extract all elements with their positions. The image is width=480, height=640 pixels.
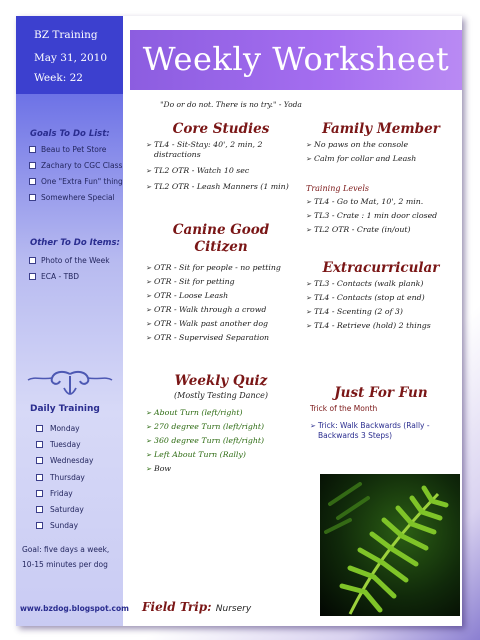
list-item: ➢ Calm for collar and Leash [306, 154, 456, 164]
checkbox[interactable] [36, 522, 43, 529]
daily-training-heading: Daily Training [30, 404, 100, 414]
day-item: Thursday [36, 469, 93, 485]
core-studies-title: Core Studies [172, 121, 270, 137]
flourish-ornament [24, 368, 116, 402]
list-item: ➢ TL2 OTR - Crate (in/out) [306, 225, 462, 235]
goals-heading: Goals To Do List: [30, 129, 110, 139]
checkbox[interactable] [29, 194, 36, 201]
checkbox[interactable] [29, 178, 36, 185]
list-item: ➢ 270 degree Turn (left/right) [146, 422, 306, 432]
day-item: Monday [36, 420, 93, 436]
trick-item: ➢ Trick: Walk Backwards (Rally - Backwards 3 Steps) [310, 421, 458, 441]
list-item: ➢ OTR - Walk past another dog [146, 319, 306, 329]
checkbox[interactable] [36, 441, 43, 448]
yoda-quote: "Do or do not. There is no try." - Yoda [160, 100, 302, 109]
other-items-heading: Other To Do Items: [30, 238, 120, 248]
weekly-quiz-list [146, 408, 306, 478]
list-item: ➢ OTR - Sit for people - no petting [146, 263, 306, 273]
list-item: ➢ TL4 - Retrieve (hold) 2 things [306, 321, 462, 331]
trick-of-month-label: Trick of the Month [310, 404, 378, 413]
list-item: ➢ TL4 - Go to Mat, 10', 2 min. [306, 197, 462, 207]
checkbox[interactable] [36, 425, 43, 432]
canine-good-citizen-list [146, 263, 306, 347]
list-item: ➢ No paws on the console [306, 140, 456, 150]
checkbox[interactable] [29, 162, 36, 169]
training-title: BZ Training [34, 29, 98, 41]
weekly-quiz-title: Weekly Quiz [174, 373, 268, 389]
goal-item: Zachary to CGC Class [29, 157, 123, 173]
day-item: Sunday [36, 518, 93, 534]
list-item: ➢ TL2 OTR - Watch 10 sec [146, 166, 296, 176]
other-items-list [29, 252, 110, 284]
list-item: ➢ About Turn (left/right) [146, 408, 306, 418]
list-item: ➢ OTR - Walk through a crowd [146, 305, 306, 315]
extracurricular-list [306, 279, 462, 335]
field-trip [142, 600, 251, 614]
checkbox[interactable] [36, 457, 43, 464]
core-studies-list [146, 140, 296, 198]
day-item: Saturday [36, 501, 93, 517]
checkbox[interactable] [36, 506, 43, 513]
checkbox[interactable] [36, 490, 43, 497]
family-member-title: Family Member [322, 121, 440, 137]
weekly-quiz-subtitle: (Mostly Testing Dance) [174, 391, 268, 400]
list-item: ➢ OTR - Loose Leash [146, 291, 306, 301]
daily-training-list [36, 420, 93, 534]
week-number: Week: 22 [34, 72, 83, 84]
sidebar [16, 16, 123, 626]
training-levels-list [306, 197, 462, 239]
day-item: Friday [36, 485, 93, 501]
just-for-fun-title: Just For Fun [334, 385, 428, 401]
other-item: ECA - TBD [29, 268, 110, 284]
list-item: ➢ TL4 - Contacts (stop at end) [306, 293, 462, 303]
day-item: Wednesday [36, 453, 93, 469]
goals-list [29, 141, 123, 205]
list-item: ➢ 360 degree Turn (left/right) [146, 436, 306, 446]
field-trip-label: Field Trip: [142, 600, 212, 614]
day-item: Tuesday [36, 436, 93, 452]
list-item: ➢ TL3 - Crate : 1 min door closed [306, 211, 462, 221]
list-item: ➢ OTR - Sit for petting [146, 277, 306, 287]
checkbox[interactable] [29, 146, 36, 153]
goal-item: Beau to Pet Store [29, 141, 123, 157]
checkbox[interactable] [29, 273, 36, 280]
list-item: ➢ Bow [146, 464, 306, 474]
list-item: ➢ TL4 - Sit-Stay: 40', 2 min, 2 distractions [146, 140, 296, 160]
page-title: Weekly Worksheet [142, 40, 450, 78]
family-member-list [306, 140, 456, 168]
worksheet-page [16, 16, 462, 626]
goal-item: Somewhere Special [29, 189, 123, 205]
checkbox[interactable] [36, 474, 43, 481]
checkbox[interactable] [29, 257, 36, 264]
fern-illustration [320, 474, 460, 616]
other-item: Photo of the Week [29, 252, 110, 268]
extracurricular-title: Extracurricular [322, 260, 440, 276]
list-item: ➢ OTR - Supervised Separation [146, 333, 306, 343]
list-item: ➢ Left About Turn (Rally) [146, 450, 306, 460]
training-levels-heading: Training Levels [306, 184, 369, 193]
canine-good-citizen-title: Canine Good Citizen [172, 222, 270, 255]
goal-note: Goal: five days a week, 10-15 minutes per dog [22, 545, 110, 569]
goal-item: One "Extra Fun" thing [29, 173, 123, 189]
list-item: ➢ TL4 - Scenting (2 of 3) [306, 307, 462, 317]
list-item: ➢ TL3 - Contacts (walk plank) [306, 279, 462, 289]
field-trip-destination: Nursery [215, 604, 252, 614]
list-item: ➢ TL2 OTR - Leash Manners (1 min) [146, 182, 296, 192]
fern-photo [320, 474, 460, 616]
worksheet-date: May 31, 2010 [34, 52, 108, 64]
site-link[interactable]: www.bzdog.blogspot.com [20, 604, 129, 613]
